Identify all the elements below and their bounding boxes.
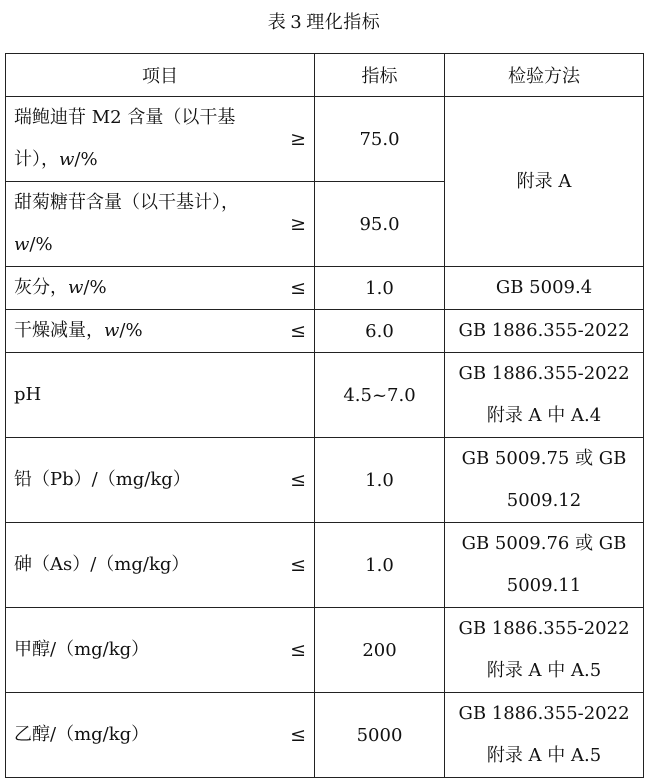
- item-name-var: w: [59, 149, 75, 170]
- value-cell: 95.0: [315, 182, 445, 267]
- item-name: [14, 310, 280, 352]
- comparison-operator: ≥: [290, 128, 306, 150]
- item-cell: [6, 310, 315, 353]
- comparison-operator: ≤: [290, 554, 306, 576]
- item-name-text: 干燥减量，: [14, 320, 104, 341]
- comparison-operator: ≤: [290, 639, 306, 661]
- item-name: 砷（As）/（mg/kg）: [14, 554, 190, 575]
- method-line: GB 1886.355-2022: [458, 703, 630, 724]
- item-cell: [6, 353, 315, 438]
- method-cell: [445, 608, 644, 693]
- item-name-text: 灰分，: [14, 277, 68, 298]
- item-name-unit: /%: [74, 149, 98, 170]
- method-line: 附录 A 中 A.5: [486, 745, 602, 766]
- header-method: 检验方法: [445, 54, 644, 97]
- method-cell: [445, 310, 644, 353]
- method-line: 5009.12: [506, 490, 582, 511]
- value-cell: 4.5~7.0: [315, 353, 445, 438]
- table-row: [6, 693, 644, 778]
- caption-label: 表: [267, 12, 287, 33]
- method-line: 附录 A 中 A.4: [486, 405, 602, 426]
- item-name-text: 甜菊糖苷含量（以干基计），: [14, 192, 239, 213]
- table-row: [6, 97, 644, 182]
- item-cell: [6, 97, 315, 182]
- method-line: GB 1886.355-2022: [458, 618, 630, 639]
- comparison-operator: ≤: [290, 469, 306, 491]
- value-cell: 75.0: [315, 97, 445, 182]
- method-line: 附录 A 中 A.5: [486, 660, 602, 681]
- item-name: [14, 97, 280, 181]
- item-name-var: w: [104, 320, 120, 341]
- comparison-operator: ≥: [290, 213, 306, 235]
- method-line: GB 1886.355-2022: [458, 320, 630, 341]
- item-cell: [6, 523, 315, 608]
- physicochemical-spec-table: [5, 53, 644, 778]
- item-name-text: 瑞鲍迪苷 M2 含量（以干基计），: [14, 107, 236, 170]
- method-cell: [445, 438, 644, 523]
- method-line: 附录 A: [516, 170, 572, 192]
- value-cell: 200: [315, 608, 445, 693]
- comparison-operator: ≤: [290, 724, 306, 746]
- table-row: [6, 608, 644, 693]
- item-name-unit: /%: [83, 277, 107, 298]
- value-cell: 6.0: [315, 310, 445, 353]
- method-line: GB 5009.75 或 GB: [461, 448, 627, 469]
- item-name: 铅（Pb）/（mg/kg）: [14, 469, 191, 490]
- item-name-unit: /%: [29, 234, 53, 255]
- item-cell: [6, 182, 315, 267]
- item-cell: [6, 267, 315, 310]
- item-name: 乙醇/（mg/kg）: [14, 724, 150, 745]
- table-row: [6, 438, 644, 523]
- table-caption: [0, 8, 648, 34]
- comparison-operator: ≤: [290, 320, 306, 342]
- item-name: 甲醇/（mg/kg）: [14, 639, 150, 660]
- comparison-operator: ≤: [290, 277, 306, 299]
- method-cell: [445, 523, 644, 608]
- method-line: 5009.11: [506, 575, 582, 596]
- table-row: [6, 523, 644, 608]
- item-cell: [6, 438, 315, 523]
- item-name-var: w: [68, 277, 84, 298]
- table-row: [6, 353, 644, 438]
- value-cell: 1.0: [315, 523, 445, 608]
- header-item: 项目: [6, 54, 315, 97]
- item-cell: [6, 693, 315, 778]
- method-cell: [445, 97, 644, 267]
- item-name: pH: [14, 384, 42, 405]
- header-value: 指标: [315, 54, 445, 97]
- table-header-row: [6, 54, 644, 97]
- method-cell: [445, 353, 644, 438]
- value-cell: 1.0: [315, 267, 445, 310]
- item-name-unit: /%: [119, 320, 143, 341]
- caption-title: 理化指标: [306, 12, 381, 33]
- table-row: [6, 267, 644, 310]
- item-name: [14, 267, 280, 309]
- item-cell: [6, 608, 315, 693]
- caption-number: 3: [290, 12, 303, 33]
- method-cell: [445, 693, 644, 778]
- item-name-var: w: [14, 234, 30, 255]
- table-row: [6, 310, 644, 353]
- item-name: [14, 182, 280, 266]
- method-line: GB 1886.355-2022: [458, 363, 630, 384]
- method-cell: [445, 267, 644, 310]
- value-cell: 5000: [315, 693, 445, 778]
- method-line: GB 5009.76 或 GB: [461, 533, 627, 554]
- method-line: GB 5009.4: [495, 277, 593, 298]
- value-cell: 1.0: [315, 438, 445, 523]
